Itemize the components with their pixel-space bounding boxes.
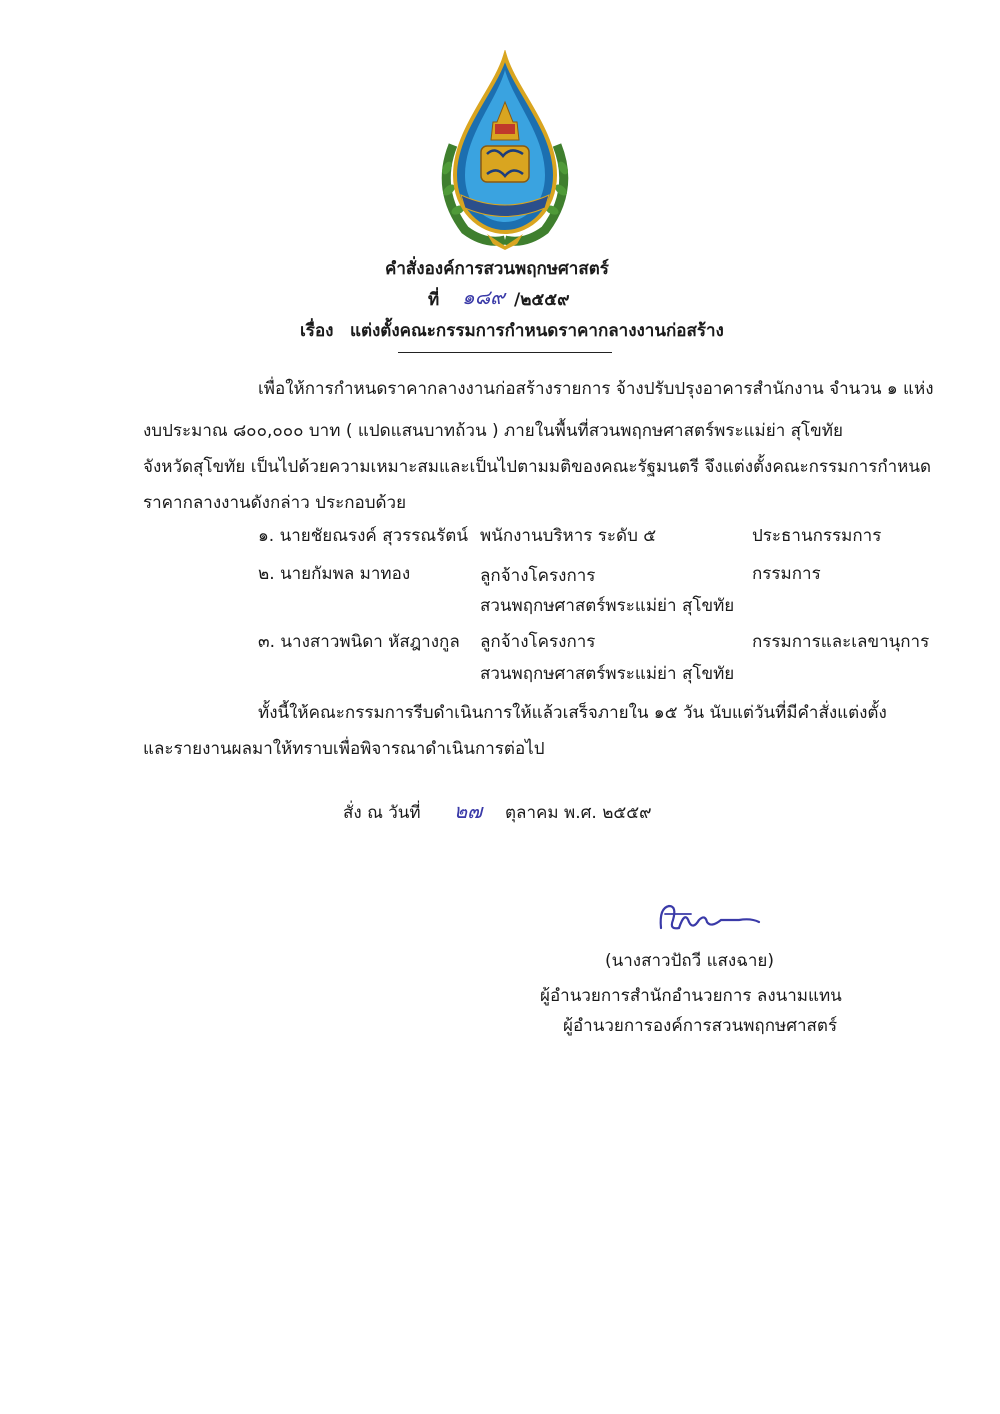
committee-member-2-position-line-1: ลูกจ้างโครงการ: [480, 566, 596, 586]
signer-title-line-2: ผู้อำนวยการองค์การสวนพฤกษศาสตร์: [563, 1016, 838, 1036]
paragraph2-line-1: ทั้งนี้ให้คณะกรรมการรีบดำเนินการให้แล้วเสร็จภายใน ๑๕ วัน นับแต่วันที่มีคำสั่งแต่งตั้ง: [258, 703, 887, 723]
committee-member-3-position-line-1: ลูกจ้างโครงการ: [480, 632, 596, 652]
subject-label: เรื่อง: [300, 321, 334, 341]
paragraph1-line-2: งบประมาณ ๘๐๐,๐๐๐ บาท ( แปดแสนบาทถ้วน ) ภายในพื้นที่สวนพฤกษศาสตร์พระแม่ย่า สุโขทัย: [143, 421, 843, 441]
committee-member-2-position-line-2: สวนพฤกษศาสตร์พระแม่ย่า สุโขทัย: [480, 596, 735, 616]
order-year: /๒๕๕๙: [514, 290, 570, 310]
committee-member-3-role: กรรมการและเลขานุการ: [752, 632, 930, 652]
order-title: คำสั่งองค์การสวนพฤกษศาสตร์: [385, 259, 609, 279]
committee-member-2-name: ๒. นายกัมพล มาทอง: [258, 564, 411, 584]
paragraph1-line-4: ราคากลางงานดังกล่าว ประกอบด้วย: [143, 493, 407, 513]
date-prefix: สั่ง ณ วันที่: [343, 803, 421, 823]
header-divider: [398, 352, 612, 353]
committee-member-1-role: ประธานกรรมการ: [752, 526, 882, 546]
committee-member-3-name: ๓. นางสาวพนิดา หัสฎางกูล: [258, 632, 460, 652]
committee-member-2-role: กรรมการ: [752, 564, 821, 584]
paragraph1-line-3: จังหวัดสุโขทัย เป็นไปด้วยความเหมาะสมและเป็นไปตามมติของคณะรัฐมนตรี จึงแต่งตั้งคณะกรรมการกำหนด: [143, 457, 932, 477]
paragraph2-line-2: และรายงานผลมาให้ทราบเพื่อพิจารณาดำเนินการต่อไป: [143, 739, 545, 759]
date-suffix: ตุลาคม พ.ศ. ๒๕๕๙: [505, 803, 652, 823]
organization-logo: [425, 50, 585, 250]
date-day-handwritten: ๒๗: [454, 799, 483, 823]
order-number-handwritten: ๑๘๙: [462, 285, 505, 309]
committee-member-1-position: พนักงานบริหาร ระดับ ๕: [480, 526, 657, 546]
signer-name: (นางสาวปัถวี แสงฉาย): [605, 951, 774, 971]
committee-member-3-position-line-2: สวนพฤกษศาสตร์พระแม่ย่า สุโขทัย: [480, 664, 735, 684]
committee-member-1-name: ๑. นายชัยณรงค์ สุวรรณรัตน์: [258, 526, 468, 546]
signature-image: [655, 898, 765, 938]
subject-text: แต่งตั้งคณะกรรมการกำหนดราคากลางงานก่อสร้าง: [350, 321, 724, 341]
paragraph1-line-1: เพื่อให้การกำหนดราคากลางงานก่อสร้างรายการ จ้างปรับปรุงอาคารสำนักงาน จำนวน ๑ แห่ง: [258, 379, 934, 399]
signer-title-line-1: ผู้อำนวยการสำนักอำนวยการ ลงนามแทน: [540, 986, 842, 1006]
order-number-prefix: ที่: [428, 290, 440, 310]
